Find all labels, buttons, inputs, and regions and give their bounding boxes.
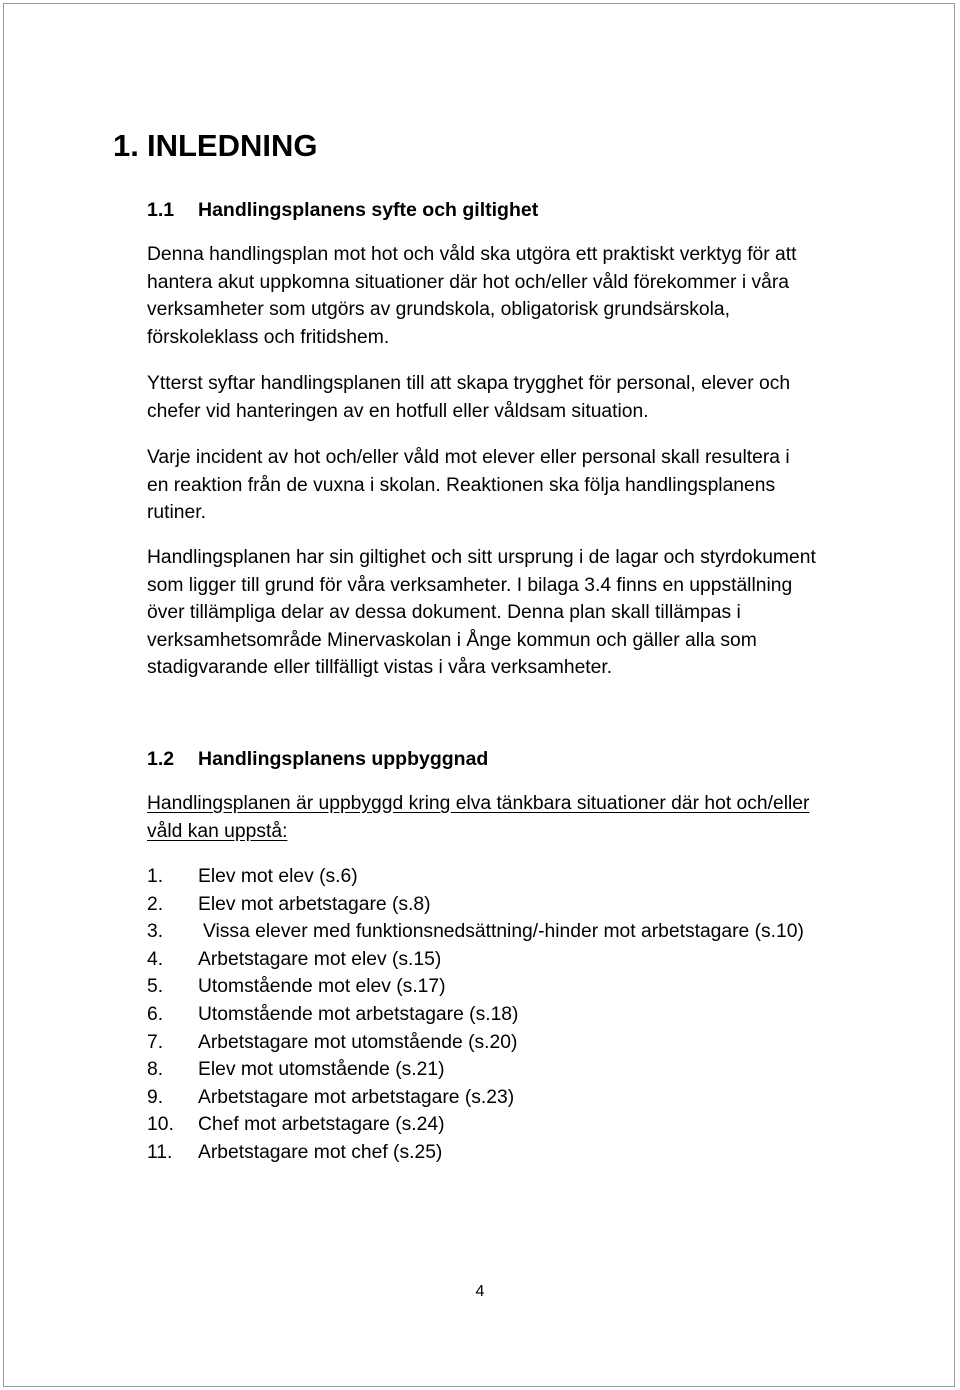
text-line: som ligger till grund för våra verksamheter. I bilaga 3.4 finns en uppställning <box>147 574 793 596</box>
text-line: chefer vid hanteringen av en hotfull eller våldsam situation. <box>147 400 649 422</box>
list-item: 6. Utomstående mot arbetstagare (s.18) <box>147 1003 519 1025</box>
list-item: 7. Arbetstagare mot utomstående (s.20) <box>147 1031 518 1053</box>
list-item: 2. Elev mot arbetstagare (s.8) <box>147 893 431 915</box>
text-line: en reaktion från de vuxna i skolan. Reaktionen ska följa handlingsplanens <box>147 474 776 496</box>
section-number: 1.1 <box>147 199 175 221</box>
text-line: Handlingsplanen är uppbyggd kring elva tänkbara situationer där hot och/eller <box>147 793 810 814</box>
list-item: 11. Arbetstagare mot chef (s.25) <box>147 1141 443 1163</box>
text-line: hantera akut uppkomna situationer där hot och/eller våld förekommer i våra <box>147 271 789 293</box>
text-line: Varje incident av hot och/eller våld mot elever eller personal skall resultera i <box>147 447 790 468</box>
chapter-title: INLEDNING <box>147 128 318 163</box>
section-heading-1-2 <box>147 745 488 773</box>
list-item: 9. Arbetstagare mot arbetstagare (s.23) <box>147 1086 515 1108</box>
list-item: 1. Elev mot elev (s.6) <box>147 866 358 887</box>
text-line: verksamheter som utgörs av grundskola, obligatorisk grundsärskola, <box>147 299 730 321</box>
section-title: Handlingsplanens syfte och giltighet <box>198 199 539 221</box>
paragraph-validity <box>147 544 867 682</box>
text-line: stadigvarande eller tillfälligt vistas i våra verksamheter. <box>147 657 613 679</box>
list-item: 3. Vissa elever med funktionsnedsättning/-hinder mot arbetstagare (s.10) <box>147 921 804 943</box>
text-line: över tillämpliga delar av dessa dokument. Denna plan skall tillämpas i <box>147 602 741 624</box>
list-item: 5. Utomstående mot elev (s.17) <box>147 976 446 998</box>
section-title: Handlingsplanens uppbyggnad <box>198 748 489 770</box>
text-line: verksamhetsområde Minervaskolan i Ånge kommun och gäller alla som <box>147 629 757 651</box>
chapter-number: 1. <box>113 128 139 163</box>
paragraph-structure-intro <box>147 790 867 845</box>
section-heading-1-1 <box>147 196 538 224</box>
list-item: 4. Arbetstagare mot elev (s.15) <box>147 948 442 970</box>
text-line: rutiner. <box>147 502 206 524</box>
page-number: 4 <box>475 1283 485 1300</box>
paragraph-aim <box>147 370 867 425</box>
paragraph-incident <box>147 444 867 527</box>
list-item: 8. Elev mot utomstående (s.21) <box>147 1059 445 1081</box>
text-line: Handlingsplanen har sin giltighet och sitt ursprung i de lagar och styrdokument <box>147 547 816 568</box>
text-line: våld kan uppstå: <box>147 820 288 842</box>
paragraph-purpose <box>147 241 867 351</box>
situation-list <box>147 863 804 1167</box>
section-number: 1.2 <box>147 748 175 770</box>
list-item: 10. Chef mot arbetstagare (s.24) <box>147 1114 445 1136</box>
chapter-heading <box>113 124 318 168</box>
text-line: Denna handlingsplan mot hot och våld ska utgöra ett praktiskt verktyg för att <box>147 244 797 265</box>
text-line: förskoleklass och fritidshem. <box>147 326 390 348</box>
text-line: Ytterst syftar handlingsplanen till att skapa trygghet för personal, elever och <box>147 373 791 394</box>
